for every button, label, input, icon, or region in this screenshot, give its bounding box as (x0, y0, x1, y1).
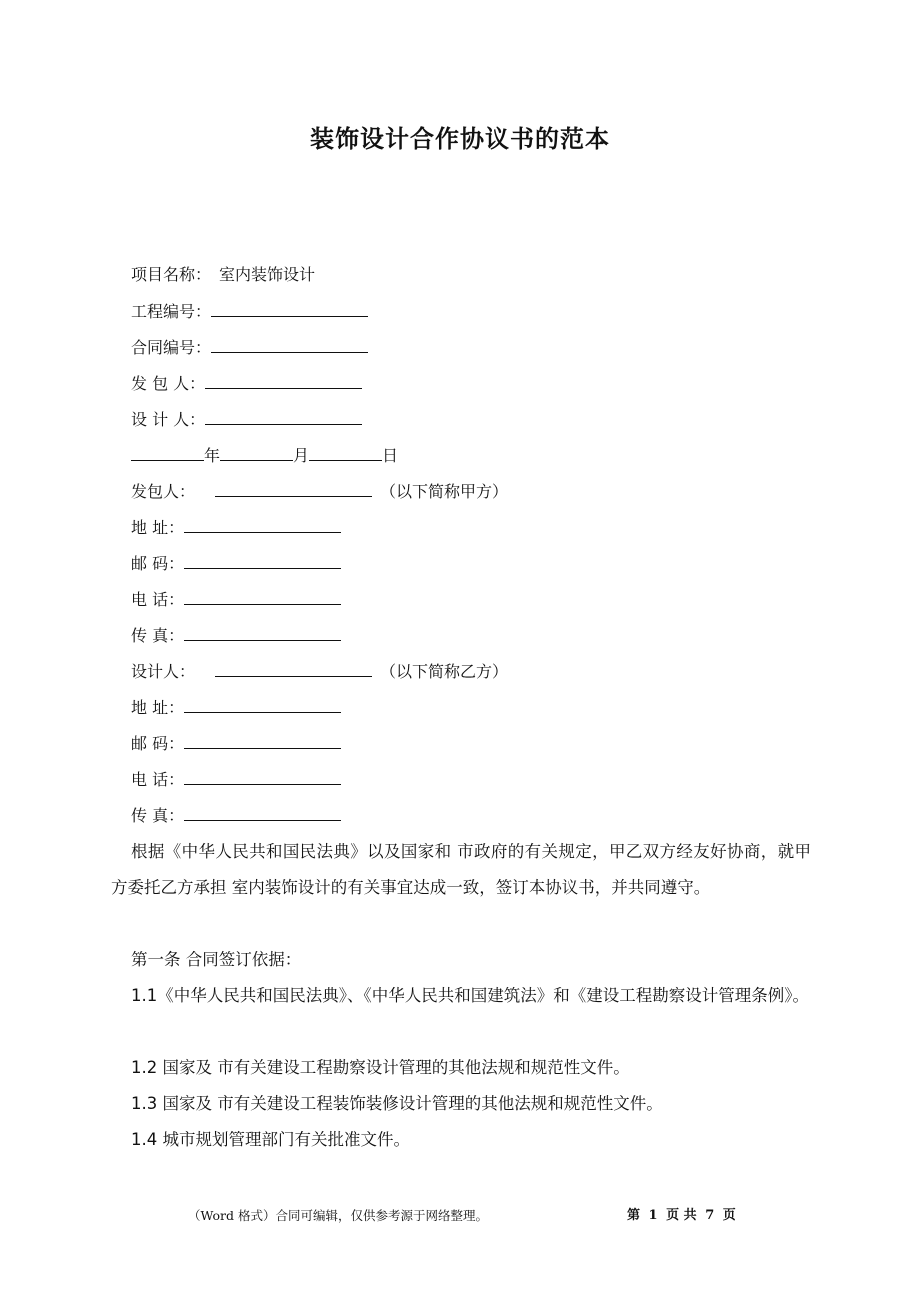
item-1-2: 1.2 国家及 市有关建设工程勘察设计管理的其他法规和规范性文件。 (131, 1058, 630, 1077)
page-prefix: 第 (627, 1208, 641, 1223)
designer-label: 设 计 人： (131, 410, 206, 429)
project-name-text: 项目名称： 室内装饰设计 (131, 265, 316, 284)
party-b-note: （以下简称乙方） (380, 662, 509, 681)
party-a-fax-blank (184, 625, 341, 641)
party-b-postcode-label: 邮 码： (131, 734, 185, 753)
page-current: 1 (648, 1208, 658, 1223)
day-label: 日 (382, 446, 399, 465)
project-no-label: 工程编号： (131, 302, 212, 321)
party-a-phone-line (131, 589, 341, 610)
issuer-label: 发 包 人： (131, 374, 206, 393)
party-b-postcode-line (131, 733, 341, 754)
party-a-label: 发包人： (131, 482, 196, 501)
contract-no-label: 合同编号： (131, 338, 212, 357)
designer-blank (205, 409, 362, 425)
contract-no-blank (211, 337, 368, 353)
party-a-address-blank (184, 517, 341, 533)
article-1-title: 第一条 合同签订依据： (131, 950, 302, 969)
month-label: 月 (293, 446, 310, 465)
item-1-4: 1.4 城市规划管理部门有关批准文件。 (131, 1130, 410, 1149)
party-a-address-line (131, 517, 341, 538)
party-b-address-line (131, 697, 341, 718)
party-b-phone-line (131, 769, 341, 790)
party-b-phone-blank (184, 769, 341, 785)
party-a-line (131, 481, 508, 502)
party-a-fax-label: 传 真： (131, 626, 185, 645)
party-b-address-label: 地 址： (131, 698, 185, 717)
issuer-blank (205, 373, 362, 389)
year-blank (131, 445, 204, 461)
party-a-phone-blank (184, 589, 341, 605)
party-a-postcode-label: 邮 码： (131, 554, 185, 573)
day-blank (309, 445, 382, 461)
document-title: 装饰设计合作协议书的范本 (310, 125, 610, 153)
page-number (625, 1204, 738, 1223)
intro-paragraph: 根据《中华人民共和国民法典》以及国家和 市政府的有关规定，甲乙双方经友好协商，就甲方委托乙方承担 室内装饰设计的有关事宜达成一致，签订本协议书，并共同遵守。 (111, 842, 811, 897)
party-b-postcode-blank (184, 733, 341, 749)
party-a-postcode-blank (184, 553, 341, 569)
party-a-note: （以下简称甲方） (380, 482, 509, 501)
date-line (131, 445, 398, 466)
project-no-blank (211, 301, 368, 317)
party-b-label: 设计人： (131, 662, 196, 681)
page-total: 7 (705, 1208, 715, 1223)
party-b-fax-line (131, 805, 341, 826)
party-a-blank (215, 481, 372, 497)
page-mid: 页 共 (666, 1208, 697, 1223)
page-suffix: 页 (722, 1208, 736, 1223)
project-no-line (131, 301, 368, 322)
year-label: 年 (204, 446, 221, 465)
item-1-3: 1.3 国家及 市有关建设工程装饰装修设计管理的其他法规和规范性文件。 (131, 1094, 663, 1113)
issuer-line (131, 373, 362, 394)
party-b-address-blank (184, 697, 341, 713)
party-b-blank (215, 661, 372, 677)
party-b-line (131, 661, 508, 682)
party-b-fax-blank (184, 805, 341, 821)
party-b-phone-label: 电 话： (131, 770, 185, 789)
party-a-address-label: 地 址： (131, 518, 185, 537)
party-a-fax-line (131, 625, 341, 646)
project-name-line (131, 265, 315, 285)
party-a-phone-label: 电 话： (131, 590, 185, 609)
item-1-1: 1.1《中华人民共和国民法典》、《中华人民共和国建筑法》和《建设工程勘察设计管理条例》。 (131, 986, 809, 1005)
designer-line (131, 409, 362, 430)
contract-no-line (131, 337, 368, 358)
month-blank (220, 445, 293, 461)
party-b-fax-label: 传 真： (131, 806, 185, 825)
party-a-postcode-line (131, 553, 341, 574)
footer-note: （Word 格式）合同可编辑，仅供参考源于网络整理。 (188, 1208, 488, 1223)
